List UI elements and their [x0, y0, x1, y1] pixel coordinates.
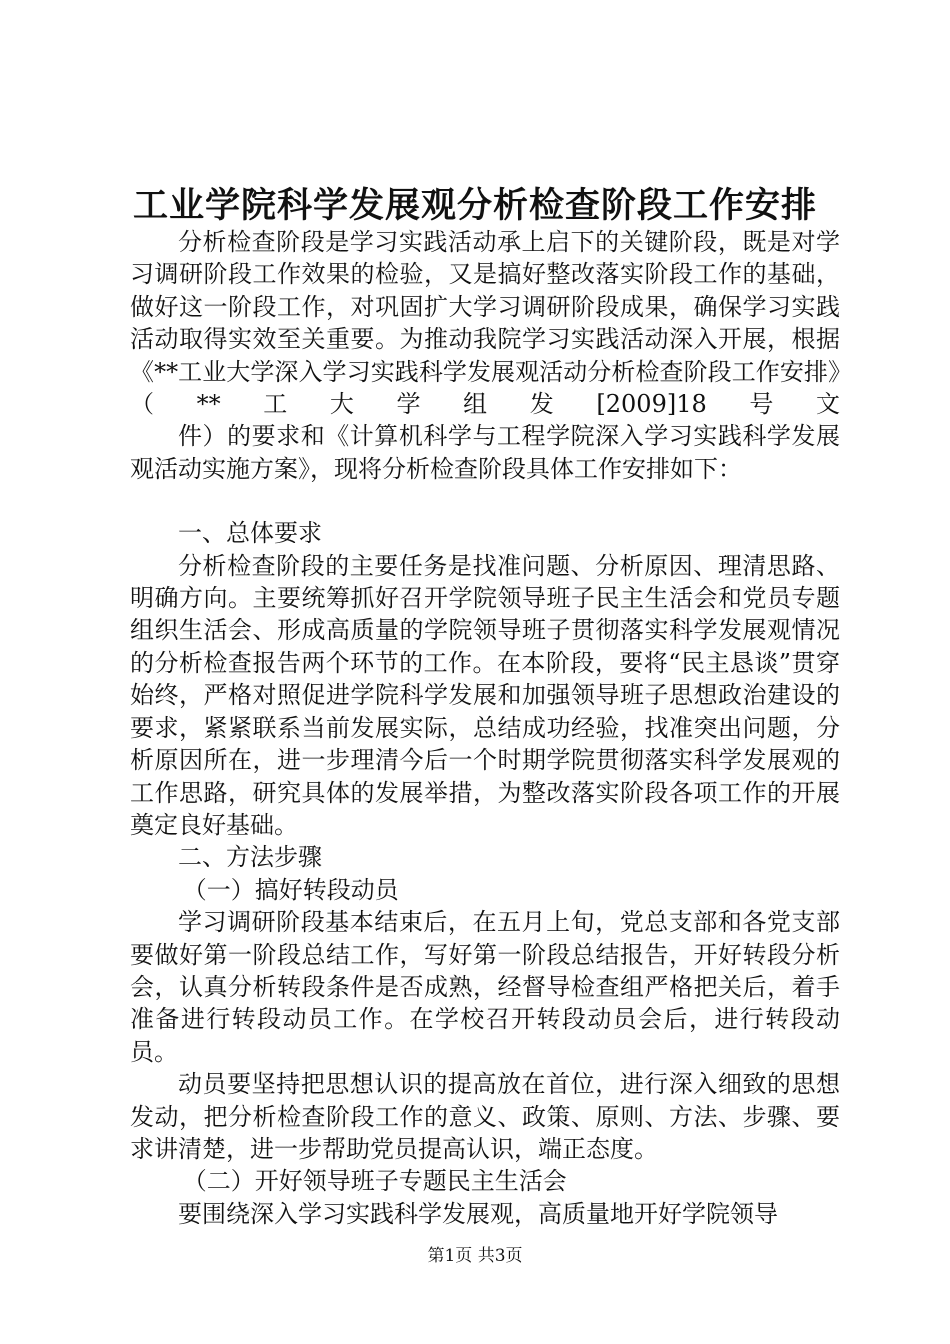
section-1-paragraph: 分析检查阶段的主要任务是找准问题、分析原因、理清思路、明确方向。主要统筹抓好召开学院领导班子民主生活会和党员专题组织生活会、形成高质量的学院领导班子贯彻落实科学发展观情况的分析检查报告两个环节的工作。在本阶段，要将“民主恳谈”贯穿始终，严格对照促进学院科学发展和加强领导班子思想政治建设的要求，紧紧联系当前发展实际，总结成功经验，找准突出问题，分析原因所在，进一步理清今后一个时期学院贯彻落实科学发展观的工作思路，研究具体的发展举措，为整改落实阶段各项工作的开展奠定良好基础。	[130, 551, 840, 839]
section-2a-paragraph: 学习调研阶段基本结束后，在五月上旬，党总支部和各党支部要做好第一阶段总结工作，写好第一阶段总结报告，开好转段分析会，认真分析转段条件是否成熟，经督导检查组严格把关后，着手准备进行转段动员工作。在学校召开转段动员会后，进行转段动员。	[130, 908, 840, 1066]
section-2b-paragraph: 动员要坚持把思想认识的提高放在首位，进行深入细致的思想发动，把分析检查阶段工作的意义、政策、原则、方法、步骤、要求讲清楚，进一步帮助党员提高认识，端正态度。	[130, 1070, 840, 1163]
section-heading-2: 二、方法步骤	[178, 843, 322, 872]
intro-paragraph-1: 分析检查阶段是学习实践活动承上启下的关键阶段，既是对学习调研阶段工作效果的检验，又是搞好整改落实阶段工作的基础，做好这一阶段工作，对巩固扩大学习调研阶段成果，确保学习实践活动取得实效至关重要。为推动我院学习实践活动深入开展，根据《**工业大学深入学习实践科学发展观活动分析检查阶段工作安排》（**工大学组发[2009]18号文	[130, 228, 840, 419]
page-number-footer: 第1页 共3页	[427, 1246, 523, 1266]
section-2c-paragraph: 要围绕深入学习实践科学发展观，高质量地开好学院领导	[178, 1199, 778, 1228]
paragraph-gap	[130, 485, 840, 517]
document-body	[130, 226, 840, 1230]
document-title: 工业学院科学发展观分析检查阶段工作安排	[132, 185, 817, 226]
sub-heading-2: （二）开好领导班子专题民主生活会	[182, 1167, 567, 1196]
sub-heading-1: （一）搞好转段动员	[182, 875, 399, 904]
intro-paragraph-2: 件）的要求和《计算机科学与工程学院深入学习实践科学发展观活动实施方案》，现将分析检查阶段具体工作安排如下：	[130, 422, 840, 483]
section-heading-1: 一、总体要求	[178, 519, 322, 548]
